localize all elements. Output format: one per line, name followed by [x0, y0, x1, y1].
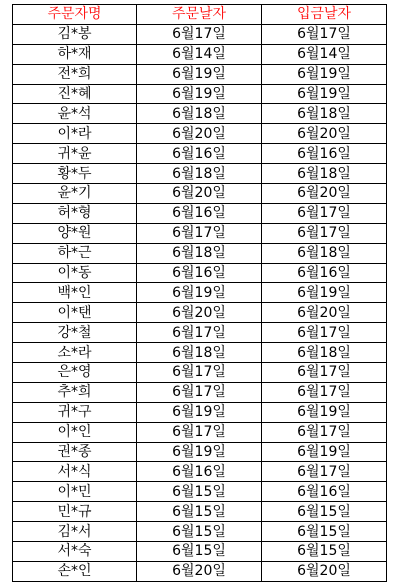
table-row: [13, 561, 387, 581]
table-row: [13, 522, 387, 542]
header-deposit-date: 입금날자: [262, 5, 387, 25]
order-date-cell: 6월15일: [137, 522, 262, 542]
table-row: [13, 422, 387, 442]
order-date-cell: 6월17일: [137, 363, 262, 383]
table-row: [13, 482, 387, 502]
orderer-name-cell: 허*형: [13, 203, 137, 223]
order-date-cell: 6월16일: [137, 462, 262, 482]
table-row: [13, 542, 387, 562]
orderer-name-cell: 진*혜: [13, 84, 137, 104]
order-date-cell: 6월20일: [137, 184, 262, 204]
table-row: [13, 144, 387, 164]
deposit-date-cell: 6월18일: [262, 104, 387, 124]
orderer-name-cell: 백*인: [13, 283, 137, 303]
orderer-name-cell: 추*희: [13, 382, 137, 402]
orderer-name-cell: 김*서: [13, 522, 137, 542]
orderer-name-cell: 민*규: [13, 502, 137, 522]
header-row: [13, 5, 387, 25]
deposit-date-cell: 6월15일: [262, 502, 387, 522]
orderer-name-cell: 김*봉: [13, 24, 137, 44]
order-date-cell: 6월15일: [137, 542, 262, 562]
deposit-date-cell: 6월19일: [262, 84, 387, 104]
orderer-name-cell: 은*영: [13, 363, 137, 383]
order-date-cell: 6월19일: [137, 283, 262, 303]
table-row: [13, 323, 387, 343]
table-row: [13, 462, 387, 482]
table-row: [13, 203, 387, 223]
order-date-cell: 6월17일: [137, 382, 262, 402]
header-orderer-name: 주문자명: [13, 5, 137, 25]
orderer-name-cell: 양*원: [13, 223, 137, 243]
orderer-name-cell: 전*희: [13, 64, 137, 84]
order-date-cell: 6월17일: [137, 323, 262, 343]
deposit-date-cell: 6월19일: [262, 64, 387, 84]
order-date-cell: 6월16일: [137, 203, 262, 223]
header-order-date: 주문날자: [137, 5, 262, 25]
deposit-date-cell: 6월19일: [262, 442, 387, 462]
table-row: [13, 84, 387, 104]
table-row: [13, 363, 387, 383]
order-date-cell: 6월17일: [137, 422, 262, 442]
orderer-name-cell: 이*동: [13, 263, 137, 283]
orderer-name-cell: 이*탠: [13, 303, 137, 323]
orderer-name-cell: 귀*구: [13, 402, 137, 422]
deposit-date-cell: 6월16일: [262, 482, 387, 502]
table-row: [13, 104, 387, 124]
deposit-date-cell: 6월20일: [262, 124, 387, 144]
deposit-date-cell: 6월17일: [262, 363, 387, 383]
deposit-date-cell: 6월14일: [262, 44, 387, 64]
order-date-cell: 6월20일: [137, 303, 262, 323]
deposit-date-cell: 6월16일: [262, 144, 387, 164]
deposit-date-cell: 6월20일: [262, 561, 387, 581]
table-row: [13, 24, 387, 44]
deposit-date-cell: 6월20일: [262, 303, 387, 323]
order-date-cell: 6월18일: [137, 343, 262, 363]
order-date-cell: 6월19일: [137, 402, 262, 422]
deposit-date-cell: 6월18일: [262, 243, 387, 263]
deposit-date-cell: 6월17일: [262, 24, 387, 44]
table-row: [13, 303, 387, 323]
orderer-name-cell: 이*라: [13, 124, 137, 144]
order-date-cell: 6월19일: [137, 442, 262, 462]
orderer-name-cell: 손*인: [13, 561, 137, 581]
table-row: [13, 243, 387, 263]
order-date-cell: 6월20일: [137, 561, 262, 581]
deposit-date-cell: 6월17일: [262, 422, 387, 442]
deposit-date-cell: 6월16일: [262, 263, 387, 283]
orderer-name-cell: 권*종: [13, 442, 137, 462]
table-row: [13, 283, 387, 303]
deposit-date-cell: 6월17일: [262, 323, 387, 343]
table-row: [13, 124, 387, 144]
table-row: [13, 442, 387, 462]
order-date-cell: 6월20일: [137, 124, 262, 144]
table-row: [13, 223, 387, 243]
order-deposit-table: [12, 4, 387, 582]
orderer-name-cell: 이*민: [13, 482, 137, 502]
deposit-date-cell: 6월15일: [262, 522, 387, 542]
deposit-date-cell: 6월20일: [262, 184, 387, 204]
order-date-cell: 6월17일: [137, 223, 262, 243]
orderer-name-cell: 하*근: [13, 243, 137, 263]
table-row: [13, 164, 387, 184]
orderer-name-cell: 서*숙: [13, 542, 137, 562]
deposit-date-cell: 6월17일: [262, 223, 387, 243]
deposit-date-cell: 6월19일: [262, 283, 387, 303]
order-date-cell: 6월14일: [137, 44, 262, 64]
table-row: [13, 64, 387, 84]
table-row: [13, 184, 387, 204]
deposit-date-cell: 6월18일: [262, 343, 387, 363]
order-date-cell: 6월18일: [137, 104, 262, 124]
table-row: [13, 382, 387, 402]
orderer-name-cell: 강*철: [13, 323, 137, 343]
order-date-cell: 6월16일: [137, 144, 262, 164]
table-row: [13, 343, 387, 363]
order-date-cell: 6월18일: [137, 243, 262, 263]
orderer-name-cell: 서*식: [13, 462, 137, 482]
order-date-cell: 6월16일: [137, 263, 262, 283]
table-row: [13, 44, 387, 64]
table-row: [13, 502, 387, 522]
deposit-date-cell: 6월19일: [262, 402, 387, 422]
table-body: [13, 24, 387, 581]
order-date-cell: 6월19일: [137, 64, 262, 84]
orderer-name-cell: 이*인: [13, 422, 137, 442]
table-row: [13, 402, 387, 422]
deposit-date-cell: 6월17일: [262, 203, 387, 223]
order-date-cell: 6월17일: [137, 24, 262, 44]
order-date-cell: 6월15일: [137, 482, 262, 502]
orderer-name-cell: 하*재: [13, 44, 137, 64]
order-date-cell: 6월18일: [137, 164, 262, 184]
deposit-date-cell: 6월18일: [262, 164, 387, 184]
orderer-name-cell: 귀*윤: [13, 144, 137, 164]
orderer-name-cell: 소*라: [13, 343, 137, 363]
deposit-date-cell: 6월15일: [262, 542, 387, 562]
orderer-name-cell: 윤*기: [13, 184, 137, 204]
orderer-name-cell: 황*두: [13, 164, 137, 184]
deposit-date-cell: 6월17일: [262, 382, 387, 402]
table-row: [13, 263, 387, 283]
orderer-name-cell: 윤*석: [13, 104, 137, 124]
order-date-cell: 6월15일: [137, 502, 262, 522]
deposit-date-cell: 6월17일: [262, 462, 387, 482]
order-date-cell: 6월19일: [137, 84, 262, 104]
